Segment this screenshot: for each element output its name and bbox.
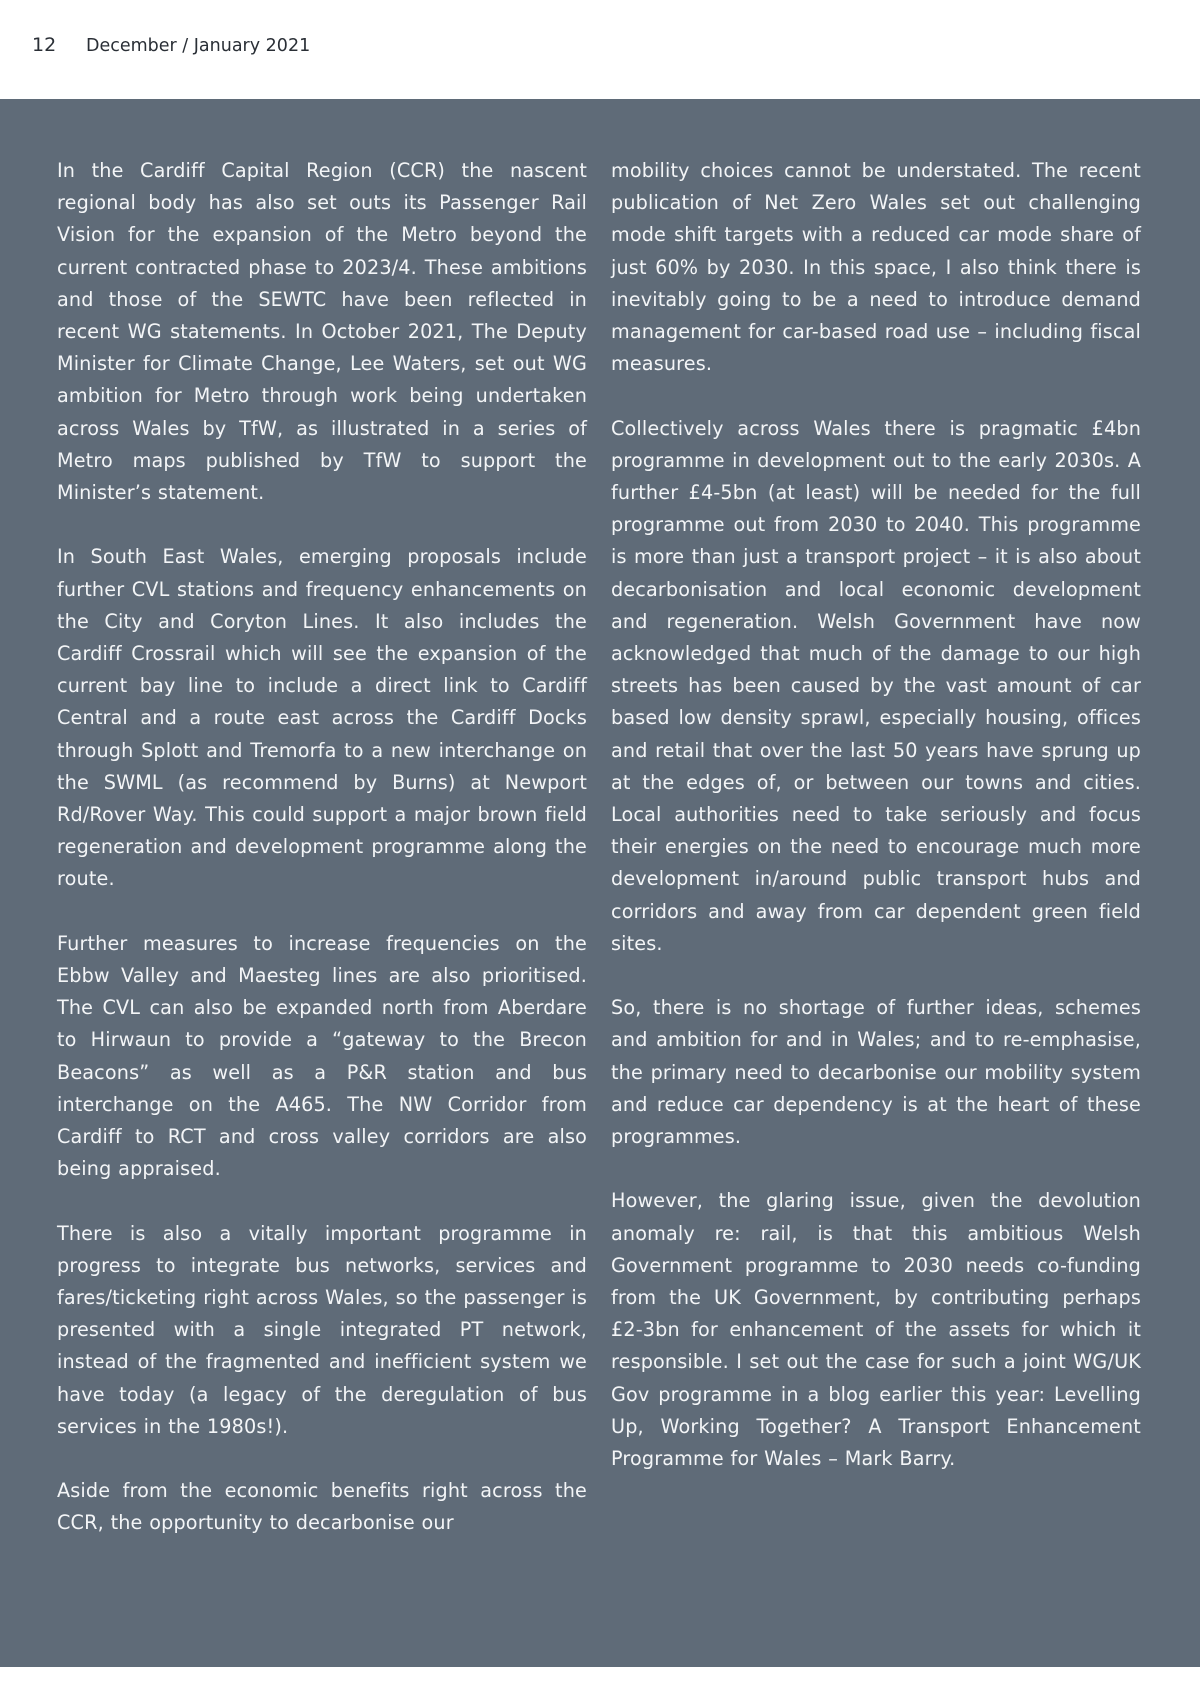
article-paragraph: Aside from the economic benefits right across the CCR, the opportunity to decarbonise our [57, 1479, 587, 1535]
article-paragraph: However, the glaring issue, given the devolution anomaly re: rail, is that this ambitious Welsh Government programme to 2030 needs co-funding from the UK Government, by contributing perhaps £2-3bn for enhancement of the assets for which it responsible. I set out the case for such a joint WG/UK Gov programme in a blog earlier this year: Levelling Up, Working Together? A Transport Enhancement Programme for Wales – Mark Barry. [611, 1189, 1141, 1471]
article-paragraph: There is also a vitally important programme in progress to integrate bus networks, services and fares/ticketing right across Wales, so the passenger is presented with a single integrated PT network, instead of the fragmented and inefficient system we have today (a legacy of the deregulation of bus services in the 1980s!). [57, 1221, 587, 1438]
article-paragraph: So, there is no shortage of further ideas, schemes and ambition for and in Wales; and to re-emphasise, the primary need to decarbonise our mobility system and reduce car dependency is at the heart of these programmes. [611, 996, 1141, 1149]
article-paragraph: In South East Wales, emerging proposals include further CVL stations and frequency enhancements on the City and Coryton Lines. It also includes the Cardiff Crossrail which will see the expansion of the current bay line to include a direct link to Cardiff Central and a route east across the Cardiff Docks through Splott and Tremorfa to a new interchange on the SWML (as recommend by Burns) at Newport Rd/Rover Way. This could support a major brown field regeneration and development programme along the route. [57, 545, 587, 891]
article-paragraph: Collectively across Wales there is pragmatic £4bn programme in development out to the early 2030s. A further £4-5bn (at least) will be needed for the full programme out from 2030 to 2040. This programme is more than just a transport project – it is also about decarbonisation and local economic development and regeneration. Welsh Government have now acknowledged that much of the damage to our high streets has been caused by the vast amount of car based low density sprawl, especially housing, offices and retail that over the last 50 years have sprung up at the edges of, or between our towns and cities. Local authorities need to take seriously and focus their energies on the need to encourage much more development in/around public transport hubs and corridors and away from car dependent green field sites. [611, 416, 1141, 955]
article-panel [0, 99, 1200, 1667]
article-paragraph: In the Cardiff Capital Region (CCR) the nascent regional body has also set outs its Passenger Rail Vision for the expansion of the Metro beyond the current contracted phase to 2023/4. These ambitions and those of the SEWTC have been reflected in recent WG statements. In October 2021, The Deputy Minister for Climate Change, Lee Waters, set out WG ambition for Metro through work being undertaken across Wales by TfW, as illustrated in a series of Metro maps published by TfW to support the Minister’s statement. [57, 159, 587, 505]
article-paragraph: Further measures to increase frequencies on the Ebbw Valley and Maesteg lines are also prioritised. The CVL can also be expanded north from Aberdare to Hirwaun to provide a “gateway to the Brecon Beacons” as well as a P&R station and bus interchange on the A465. The NW Corridor from Cardiff to RCT and cross valley corridors are also being appraised. [57, 931, 587, 1181]
article-column-left [57, 155, 587, 1540]
article-paragraph: mobility choices cannot be understated. The recent publication of Net Zero Wales set out challenging mode shift targets with a reduced car mode share of just 60% by 2030. In this space, I also think there is inevitably going to be a need to introduce demand management for car-based road use – including fiscal measures. [611, 159, 1141, 376]
page-header [0, 0, 1200, 99]
article-column-right [611, 155, 1141, 1475]
page-number: 12 [32, 34, 57, 56]
issue-date: December / January 2021 [86, 36, 311, 56]
